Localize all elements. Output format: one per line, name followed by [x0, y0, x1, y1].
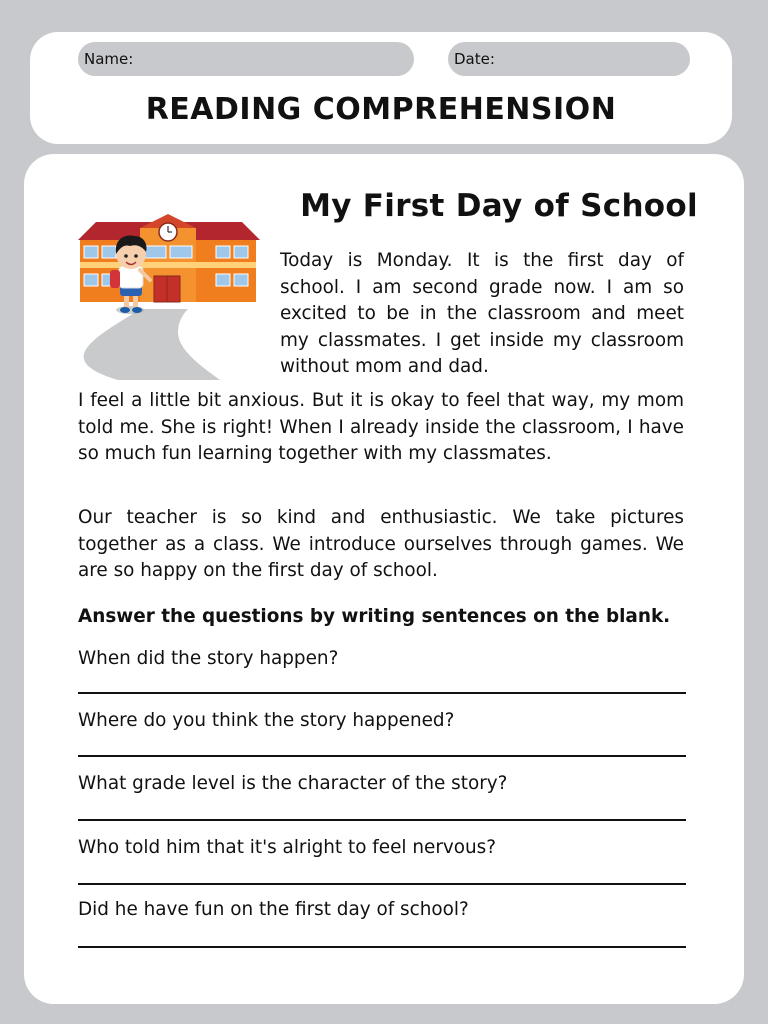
- story-paragraph-2: I feel a little bit anxious. But it is okay to feel that way, my mom told me. She is right! When I already inside the classroom, I have so much fun learning together with my classmates.: [78, 390, 684, 464]
- answer-line-4[interactable]: [78, 883, 686, 885]
- answer-line-2[interactable]: [78, 755, 686, 757]
- story-paragraph-1: Today is Monday. It is the first day of school. I am second grade now. I am so excited to be in the classroom and meet my classmates. I get inside my classroom without mom and dad.: [280, 250, 684, 377]
- worksheet-title: READING COMPREHENSION: [145, 92, 617, 127]
- question-4: Who told him that it's alright to feel nervous?: [78, 837, 497, 858]
- date-field[interactable]: [448, 42, 690, 76]
- date-label: Date:: [454, 50, 495, 68]
- answer-line-3[interactable]: [78, 819, 686, 821]
- instructions: Answer the questions by writing sentences on the blank.: [78, 606, 671, 627]
- question-5: Did he have fun on the first day of school?: [78, 899, 469, 920]
- story-title: My First Day of School: [300, 188, 698, 224]
- school-boy-illustration: [78, 214, 260, 380]
- content-card: [24, 154, 744, 1004]
- header-card: [30, 32, 732, 144]
- answer-line-1[interactable]: [78, 692, 686, 694]
- name-label: Name:: [84, 50, 134, 68]
- answer-line-5[interactable]: [78, 946, 686, 948]
- question-3: What grade level is the character of the story?: [78, 773, 508, 794]
- name-field[interactable]: [78, 42, 414, 76]
- question-1: When did the story happen?: [78, 648, 339, 669]
- question-2: Where do you think the story happened?: [78, 710, 455, 731]
- story-paragraph-3: Our teacher is so kind and enthusiastic. We take pictures together as a class. We introduce ourselves through games. We are so happy on the first day of school.: [78, 507, 684, 581]
